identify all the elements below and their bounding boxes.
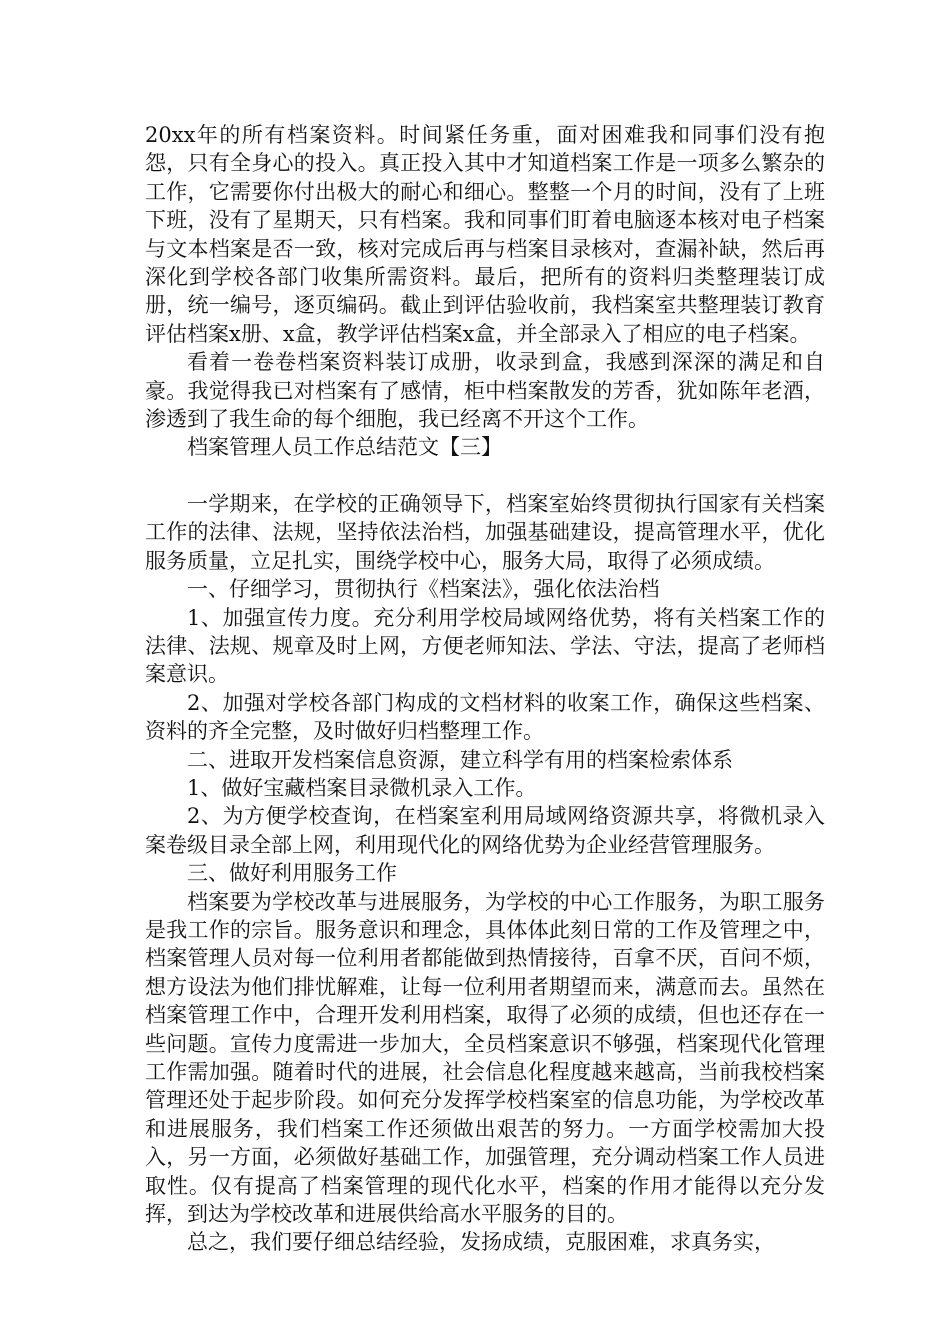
paragraph-satisfaction: 看着一卷卷档案资料装订成册，收录到盒，我感到深深的满足和自豪。我觉得我已对档案有了感情，柜中档案散发的芳香，犹如陈年老酒，渗透到了我生命的每个细胞，我已经离不开这个工作。 bbox=[145, 350, 825, 432]
heading-two: 二、进取开发档案信息资源，建立科学有用的档案检索体系 bbox=[187, 747, 733, 772]
heading-one: 一、仔细学习，贯彻执行《档案法》，强化依法治档 bbox=[187, 577, 660, 602]
section-title-sample-three: 档案管理人员工作总结范文【三】 bbox=[187, 435, 502, 460]
item-two-two: 2、为方便学校查询，在档案室利用局域网络资源共享，将微机录入案卷级目录全部上网，利用现代化的网络优势为企业经营管理服务。 bbox=[145, 804, 825, 857]
item-two-one: 1、做好宝藏档案目录微机录入工作。 bbox=[187, 775, 537, 800]
document-page bbox=[145, 121, 825, 1257]
blank-line bbox=[145, 462, 825, 490]
paragraph-archive-work: 20xx年的所有档案资料。时间紧任务重，面对困难我和同事们没有抱怨，只有全身心的投入。真正投入其中才知道档案工作是一项多么繁杂的工作，它需要你付出极大的耐心和细心。整整一个月的时间，没有了上班下班，没有了星期天，只有档案。我和同事们盯着电脑逐本核对电子档案与文本档案是否一致，核对完成后再与档案目录核对，查漏补缺，然后再深化到学校各部门收集所需资料。最后，把所有的资料归类整理装订成册，统一编号，逐页编码。截止到评估验收前，我档案室共整理装订教育评估档案x册、x盒，教学评估档案x盒，并全部录入了相应的电子档案。 bbox=[145, 123, 825, 346]
heading-three: 三、做好利用服务工作 bbox=[187, 861, 397, 886]
item-one-two: 2、加强对学校各部门构成的文档材料的收案工作，确保这些档案、资料的齐全完整，及时做好归档整理工作。 bbox=[145, 690, 825, 744]
paragraph-conclusion: 总之，我们要仔细总结经验，发扬成绩，克服困难，求真务实， bbox=[187, 1230, 775, 1255]
paragraph-service: 档案要为学校改革与进展服务，为学校的中心工作服务，为职工服务是我工作的宗旨。服务意识和理念，具体体此刻日常的工作及管理之中，档案管理人员对每一位利用者都能做到热情接待，百拿不厌，百问不烦，想方设法为他们排忧解难，让每一位利用者期望而来，满意而去。虽然在档案管理工作中，合理开发利用档案，取得了必须的成绩，但也还存在一些问题。宣传力度需进一步加大，全员档案意识不够强，档案现代化管理工作需加强。随着时代的进展，社会信息化程度越来越高，当前我校档案管理还处于起步阶段。如何充分发挥学校档案室的信息功能，为学校改革和进展服务，我们档案工作还须做出艰苦的努力。一方面学校需加大投入，另一方面，必须做好基础工作，加强管理，充分调动档案工作人员进取性。仅有提高了档案管理的现代化水平，档案的作用才能得以充分发挥，到达为学校改革和进展供给高水平服务的目的。 bbox=[145, 889, 825, 1227]
item-one-one: 1、加强宣传力度。充分利用学校局域网络优势，将有关档案工作的法律、法规、规章及时上网，方便老师知法、学法、守法，提高了老师档案意识。 bbox=[145, 605, 825, 687]
paragraph-intro: 一学期来，在学校的正确领导下，档案室始终贯彻执行国家有关档案工作的法律、法规，坚持依法治档，加强基础建设，提高管理水平，优化服务质量，立足扎实，围绕学校中心，服务大局，取得了必须成绩。 bbox=[145, 491, 825, 573]
